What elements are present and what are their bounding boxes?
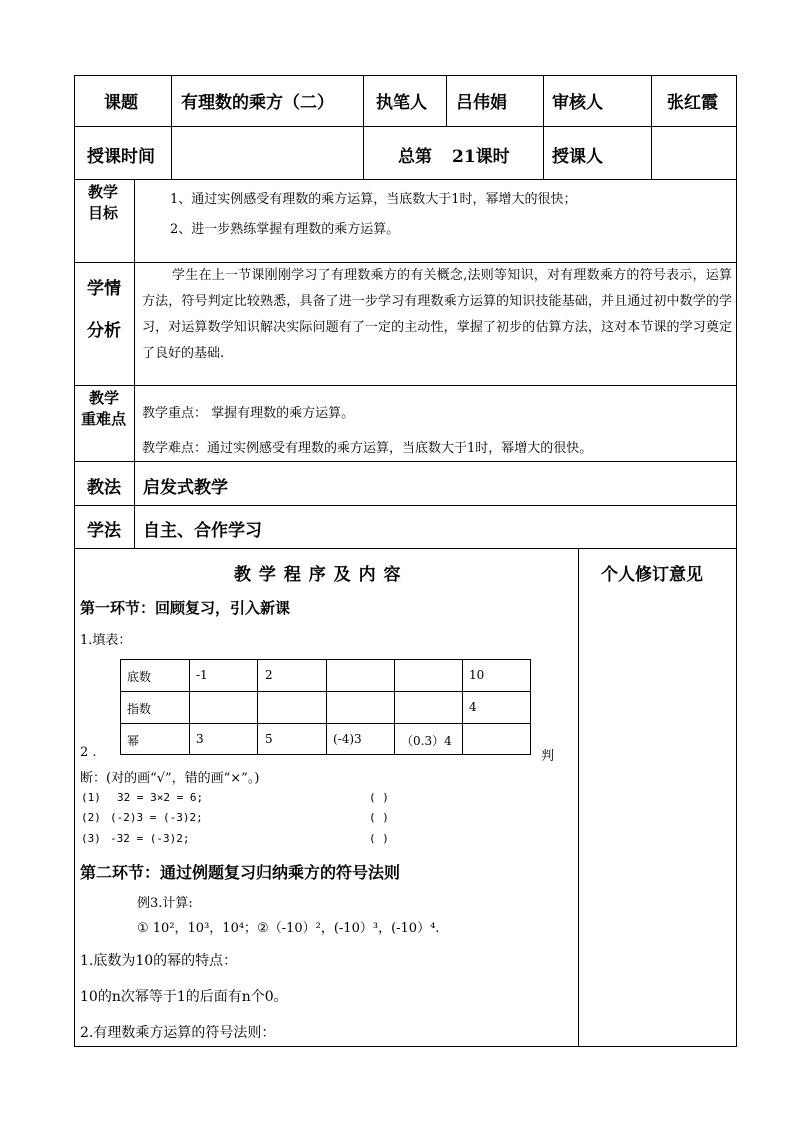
divider: [651, 75, 652, 179]
method-label: 教法: [87, 478, 121, 498]
teacher-label: 授课人: [552, 147, 603, 167]
table-cell: （0.3）4: [401, 734, 452, 748]
judge-item-no: (3): [81, 832, 101, 845]
table-cell: 4: [469, 700, 477, 714]
divider: [578, 548, 579, 1046]
difficulty-point: 教学难点：通过实例感受有理数的乘方运算，当底数大于1时，幂增大的很快。: [142, 441, 593, 456]
power-table: [120, 659, 531, 755]
divider: [363, 75, 364, 179]
period-label: 总第: [398, 147, 432, 167]
judge-item-no: (1): [81, 791, 101, 804]
time-label: 授课时间: [87, 147, 155, 167]
border-right: [736, 75, 737, 1047]
example-label: 例3.计算:: [137, 896, 193, 911]
study-value: 自主、合作学习: [143, 521, 262, 541]
analysis-label-2: 分析: [87, 321, 121, 341]
judge-item-blank[interactable]: ( ): [369, 832, 389, 845]
point2-title: 2.有理数乘方运算的符号法则：: [80, 1025, 276, 1041]
table-cell: (-4)3: [333, 732, 362, 746]
keypoints-label-1: 教学: [89, 389, 120, 407]
program-title: 教 学 程 序 及 内 容: [234, 565, 402, 585]
divider: [543, 75, 544, 179]
judge-item-blank[interactable]: ( ): [369, 791, 389, 804]
topic-value: 有理数的乘方（二）: [181, 93, 334, 113]
goals-label-1: 教学: [88, 183, 119, 201]
divider: [74, 126, 737, 127]
analysis-text: 学生在上一节课刚刚学习了有理数乘方的有关概念,法则等知识，对有理数乘方的符号表示，运算方法，符号判定比较熟悉，具备了进一步学习有理数乘方运算的知识技能基础，并且通过初中数学的学习，对运算数学知识解决实际问题有了一定的主动性，掌握了初步的估算方法，这对本节课的学习奠定了良好的基础.: [142, 268, 732, 361]
study-label: 学法: [87, 521, 121, 541]
judge-item-expr: 32 = 3×2 = 6;: [117, 791, 204, 804]
table-cell: 底数: [127, 670, 152, 684]
border-bottom: [74, 1046, 737, 1047]
table-cell: 5: [265, 732, 273, 746]
border-left: [74, 75, 75, 1047]
table-cell: -1: [196, 668, 208, 682]
fill-table-label: 1.填表：: [80, 633, 132, 648]
point1-answer: 10的n次幂等于1的后面有n个0。: [80, 989, 288, 1005]
judge-item-blank[interactable]: ( ): [369, 811, 389, 824]
goals-label-2: 目标: [88, 204, 119, 222]
judge-item-no: (2): [81, 811, 101, 824]
analysis-label-1: 学情: [87, 279, 121, 299]
section2-title: 第二环节：通过例题复习归纳乘方的符号法则: [80, 863, 401, 882]
topic-label: 课题: [104, 93, 138, 113]
divider: [74, 385, 737, 386]
divider: [74, 179, 737, 180]
divider: [74, 505, 737, 506]
goal-item-2: 2、进一步熟练掌握有理数的乘方运算。: [170, 222, 400, 237]
divider: [74, 548, 737, 549]
divider: [74, 461, 737, 462]
writer-label: 执笔人: [376, 93, 427, 113]
writer-value: 吕伟娟: [456, 93, 507, 113]
goal-item-1: 1、通过实例感受有理数的乘方运算，当底数大于1时，幂增大的很快；: [170, 192, 577, 207]
table-cell: 3: [196, 732, 204, 746]
divider: [171, 75, 172, 179]
reviewer-value: 张红霞: [667, 93, 718, 113]
judge-number: 2 .: [80, 745, 97, 760]
divider: [446, 75, 447, 127]
point1-title: 1.底数为10的幂的特点：: [80, 953, 238, 969]
border-top: [74, 75, 737, 76]
table-cell: 幂: [127, 734, 140, 748]
judge-word-start: 判: [541, 749, 555, 764]
judge-item-expr: -32 = (-3)2;: [110, 832, 190, 845]
table-cell: 2: [265, 668, 273, 682]
period-value: 21课时: [452, 147, 510, 167]
key-point: 教学重点： 掌握有理数的乘方运算。: [142, 406, 355, 421]
table-cell: 10: [469, 668, 485, 682]
method-value: 启发式教学: [143, 478, 228, 498]
section1-title: 第一环节：回顾复习，引入新课: [80, 599, 291, 617]
divider: [134, 179, 135, 548]
judge-item-expr: (-2)3 = (-3)2;: [110, 811, 203, 824]
revision-title: 个人修订意见: [601, 565, 703, 585]
keypoints-label-2: 重难点: [81, 410, 127, 428]
example-expressions: ① 10²，10³，10⁴；②（-10）²，(-10）³，(-10）⁴.: [137, 921, 440, 936]
judge-instruction: 断：(对的画“√”，错的画“×”。): [80, 771, 260, 786]
reviewer-label: 审核人: [552, 93, 603, 113]
table-cell: 指数: [127, 702, 152, 716]
